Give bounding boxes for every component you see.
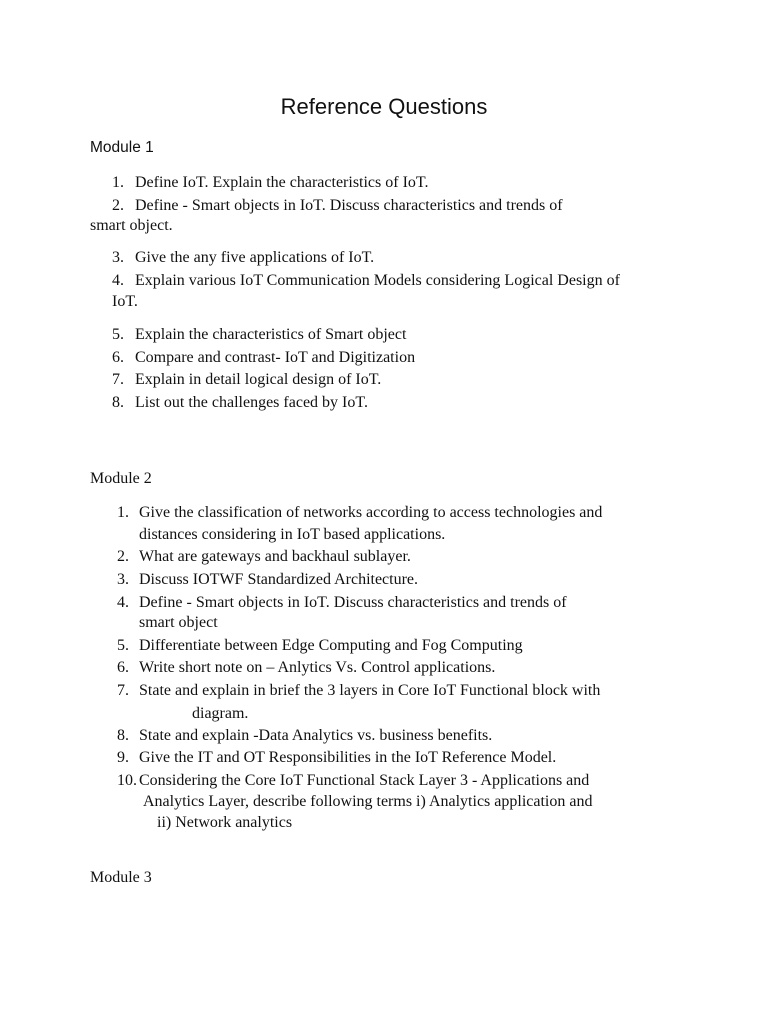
module-1-heading: Module 1	[90, 139, 154, 156]
page-title: Reference Questions	[280, 94, 488, 119]
module-2-heading: Module 2	[90, 470, 152, 487]
module-3-heading: Module 3	[90, 869, 152, 886]
document-page: Reference Questions Module 1 1. Define IoT. Explain the characteristics of IoT. 2. Define - Smart objects in IoT. Discuss characteristics and trends of smart object. 3. Give the any five applications of IoT. 4. Explain various IoT Communication Models considering Logical Design of IoT. 5. Explain the characteristics of Smart object 6. Compare and contrast- IoT and Digitization 7. Explain in detail logical design of IoT. 8. List out the challenges faced by IoT. Module 2 1. Give the classification of networks according to access technologies and distances considering in IoT based applications. 2. What are gateways and backhaul sublayer. 3. Discuss IOTWF Standardized Architecture. 4. Define - Smart objects in IoT. Discuss characteristics and trends of smart object 5. Differentiate between Edge Computing and Fog Computing 6. Write short note on – Anlytics Vs. Control applications. 7. State and explain in brief the 3 layers in Core IoT Functional block with diagram. 8. State and explain -Data Analytics vs. business benefits. 9. Give the IT and OT Responsibilities in the IoT Reference Model. 10. Considering the Core IoT Functional Stack Layer 3 - Applications and Analytics Layer, describe following terms i) Analytics application and ii) Network analytics Module 3	[0, 0, 768, 1024]
